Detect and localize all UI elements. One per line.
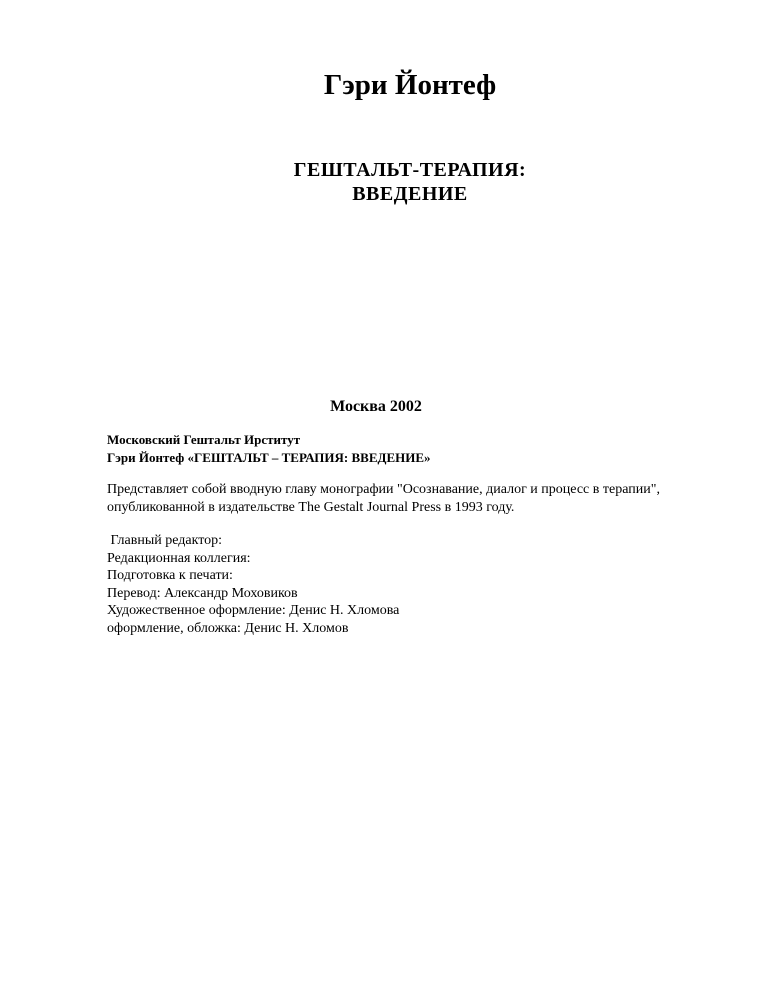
credit-cover-design: оформление, обложка: Денис Н. Хломов bbox=[107, 620, 349, 636]
publisher-book-reference: Гэри Йонтеф «ГЕШТАЛЬТ – ТЕРАПИЯ: ВВЕДЕНИЕ» bbox=[107, 450, 431, 465]
book-title-line-1: ГЕШТАЛЬТ-ТЕРАПИЯ: bbox=[293, 159, 527, 181]
credit-print-preparation: Подготовка к печати: bbox=[107, 568, 233, 583]
credit-editor-in-chief: Главный редактор: bbox=[107, 533, 223, 548]
credit-translation: Перевод: Александр Моховиков bbox=[107, 585, 298, 601]
credits-block bbox=[107, 532, 399, 637]
publisher-block bbox=[107, 431, 431, 467]
place-and-year: Москва 2002 bbox=[330, 398, 422, 415]
publisher-institute: Московский Гештальт Ирститут bbox=[107, 432, 301, 447]
credit-editorial-board: Редакционная коллегия: bbox=[107, 550, 251, 566]
book-title bbox=[0, 158, 768, 206]
credit-art-design: Художественное оформление: Денис Н. Хломова bbox=[107, 603, 400, 618]
description-paragraph: Представляет собой вводную главу монографии "Осознавание, диалог и процесс в терапии", опубликованной в издательстве The Gestalt Journal Press в 1993 году. bbox=[107, 482, 660, 515]
book-title-line-2: ВВЕДЕНИЕ bbox=[352, 183, 468, 205]
author-name: Гэри Йонтеф bbox=[323, 69, 497, 101]
